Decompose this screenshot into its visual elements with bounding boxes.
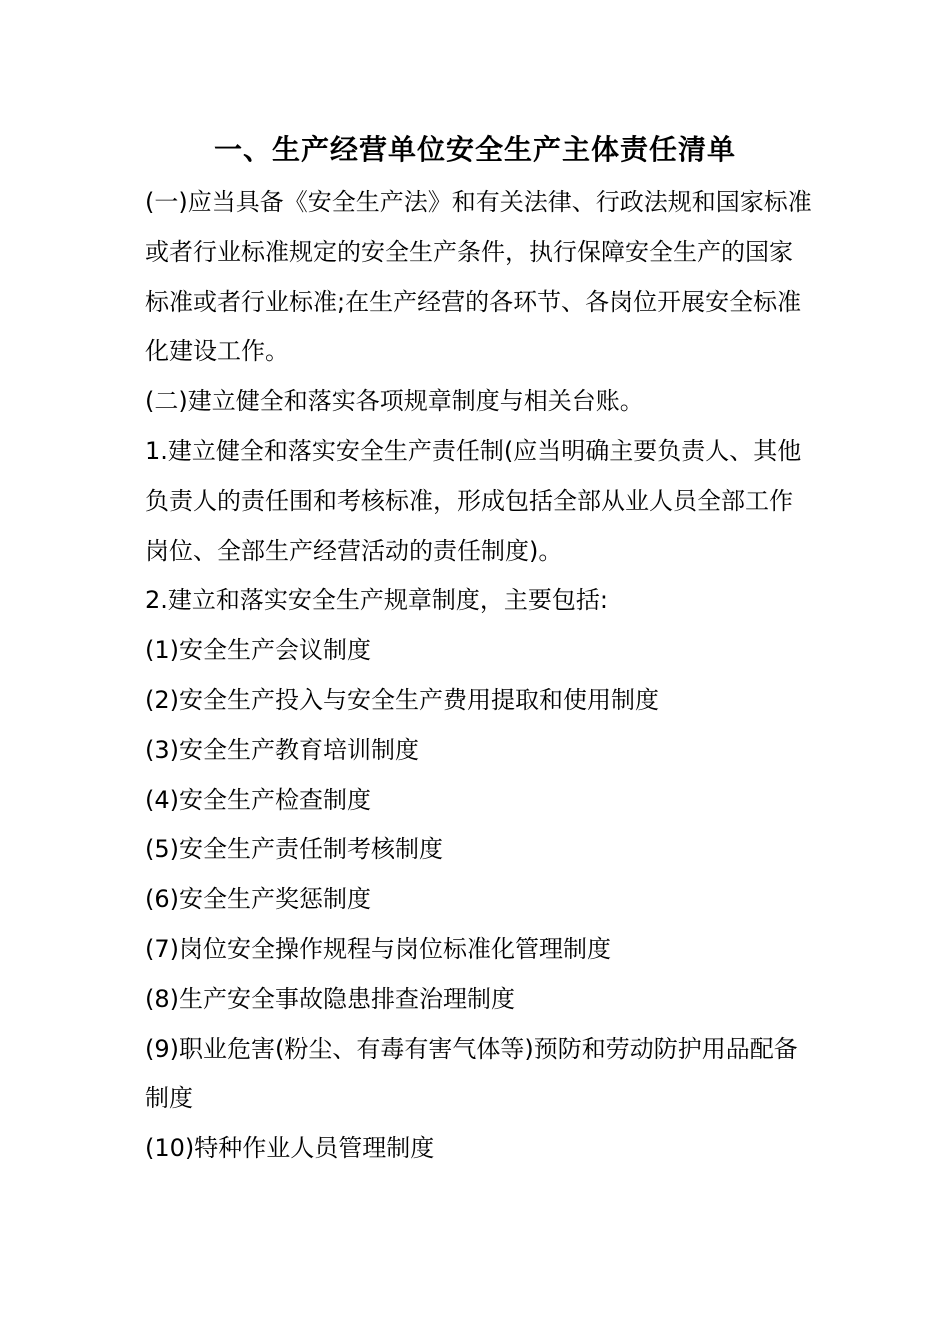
list-item-7: (7)岗位安全操作规程与岗位标准化管理制度 [145, 934, 611, 963]
list-item-1: (1)安全生产会议制度 [145, 636, 371, 665]
paragraph-3: 1.建立健全和落实安全生产责任制(应当明确主要负责人、其他负责人的责任围和考核标准，形成包括全部从业人员全部工作岗位、全部生产经营活动的责任制度)。 [145, 436, 802, 565]
list-item-8: (8)生产安全事故隐患排查治理制度 [145, 984, 515, 1013]
list-item-10: (10)特种作业人员管理制度 [145, 1134, 435, 1163]
list-item-4: (4)安全生产检查制度 [145, 785, 371, 814]
paragraph-1: (一)应当具备《安全生产法》和有关法律、行政法规和国家标准或者行业标准规定的安全生产条件，执行保障安全生产的国家标准或者行业标准;在生产经营的各环节、各岗位开展安全标准化建设工作。 [145, 188, 812, 366]
list-item-6: (6)安全生产奖惩制度 [145, 885, 371, 914]
list-item-5: (5)安全生产责任制考核制度 [145, 835, 443, 864]
paragraph-4: 2.建立和落实安全生产规章制度，主要包括: [145, 586, 608, 615]
document-body [145, 178, 815, 1174]
list-item-3: (3)安全生产教育培训制度 [145, 735, 419, 764]
paragraph-2: (二)建立健全和落实各项规章制度与相关台账。 [145, 387, 644, 416]
list-item-2: (2)安全生产投入与安全生产费用提取和使用制度 [145, 685, 659, 714]
list-item-9: (9)职业危害(粉尘、有毒有害气体等)预防和劳动防护用品配备制度 [145, 1034, 798, 1113]
document-title: 一、生产经营单位安全生产主体责任清单 [213, 133, 736, 166]
